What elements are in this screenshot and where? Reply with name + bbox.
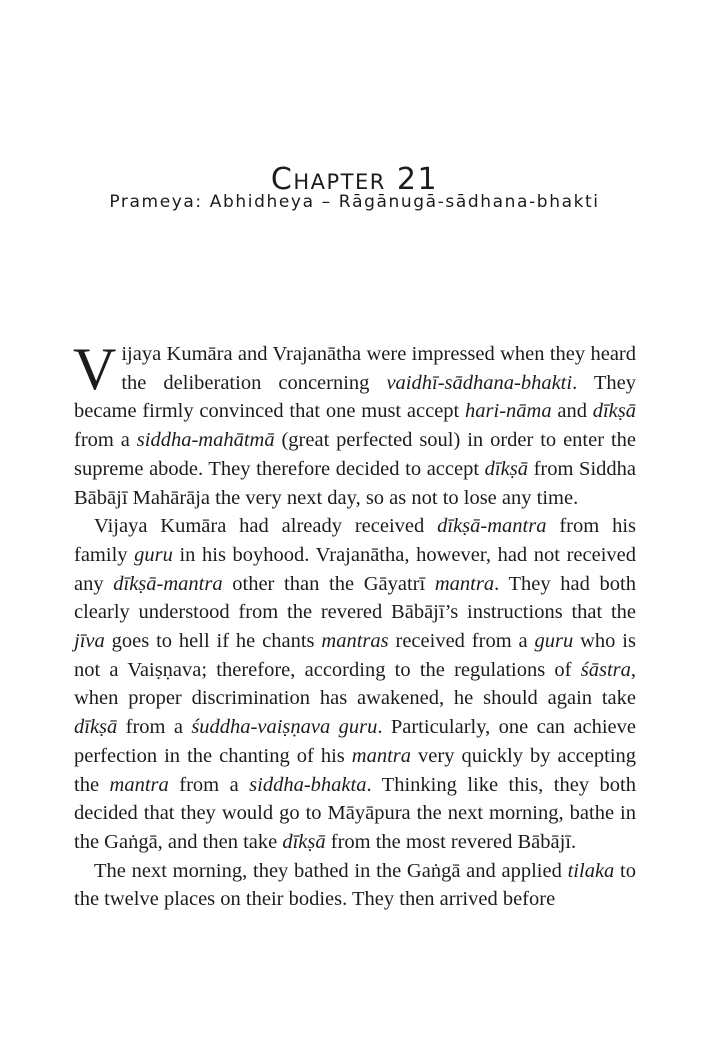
text-run: . They became firmly convinced that one must accept [74,371,636,423]
text-run: very quickly by accepting the [74,744,637,796]
italic-term: śuddha-vaiṣṇava guru [191,716,378,739]
italic-term: dīkṣā-mantra [113,572,223,595]
text-run: . Particularly, one can achieve perfection in the chanting of his [74,716,637,767]
italic-term: dīkṣā [74,716,118,739]
chapter-body [73,336,637,914]
italic-term: dīkṣā-mantra [437,515,547,538]
text-run: in his boyhood. Vrajanātha, however, had not received any [74,543,637,595]
drop-cap: V [73,336,117,402]
text-run: from Siddha Bābājī Mahārāja the very next day, so as not to lose any time. [74,457,637,509]
italic-term: guru [534,630,574,653]
italic-term: mantras [321,630,389,653]
text-run: Vijaya Kumāra had already received [94,515,438,538]
text-run: from his family [74,515,636,566]
text-run: who is not a Vaiṣṇava; therefore, according to the regulations of [74,630,636,681]
italic-term: jīva [74,630,105,653]
italic-term: mantra [109,773,169,796]
italic-term: siddha-mahātmā [136,429,275,452]
text-run: other than the Gāyatrī [222,572,435,595]
text-run: (great perfected soul) in order to enter the supreme abode. They therefore decided to accept [74,429,637,480]
text-run: The next morning, they bathed in the Gaṅgā and applied [94,859,568,882]
chapter-heading: Chapter 21 [270,162,439,198]
italic-term: dīkṣā [282,830,326,853]
text-run: to the twelve places on their bodies. They then arrived before [74,859,636,911]
text-run: . They had both clearly understood from the revered Bābājī’s instructions that the [74,572,636,624]
paragraph-1 [73,336,637,512]
italic-term: vaidhī-sādhana-bhakti [386,371,573,394]
italic-term: mantra [351,744,411,767]
italic-term: siddha-bhakta [249,773,367,796]
italic-term: dīkṣā [484,457,528,480]
text-run: from a [74,429,137,452]
text-run: , when proper discrimination has awakened, he should again take [74,658,636,710]
italic-term: mantra [434,572,495,595]
text-run: ijaya Kumāra and Vrajanātha were impressed when they heard the deliberation concerning [121,343,636,394]
paragraph-3 [74,857,636,914]
italic-term: hari-nāma [465,400,552,423]
italic-term: dīkṣā [592,400,636,423]
text-run: and [551,400,593,423]
italic-term: śāstra [580,658,631,681]
text-run: from a [168,773,250,796]
italic-term: tilaka [567,859,615,882]
text-run: from the most revered Bābājī. [325,830,577,853]
text-run: from a [117,716,192,739]
chapter-subtitle: Prameya: Abhidheya – Rāgānugā-sādhana-bhakti [109,192,600,212]
text-run: received from a [388,630,535,653]
italic-term: guru [134,543,173,566]
paragraph-2 [74,512,636,856]
text-run: . Thinking like this, they both decided that they would go to Māyāpura the next morning, bathe in the Gaṅgā, and then take [74,773,636,853]
text-run: goes to hell if he chants [104,630,322,653]
